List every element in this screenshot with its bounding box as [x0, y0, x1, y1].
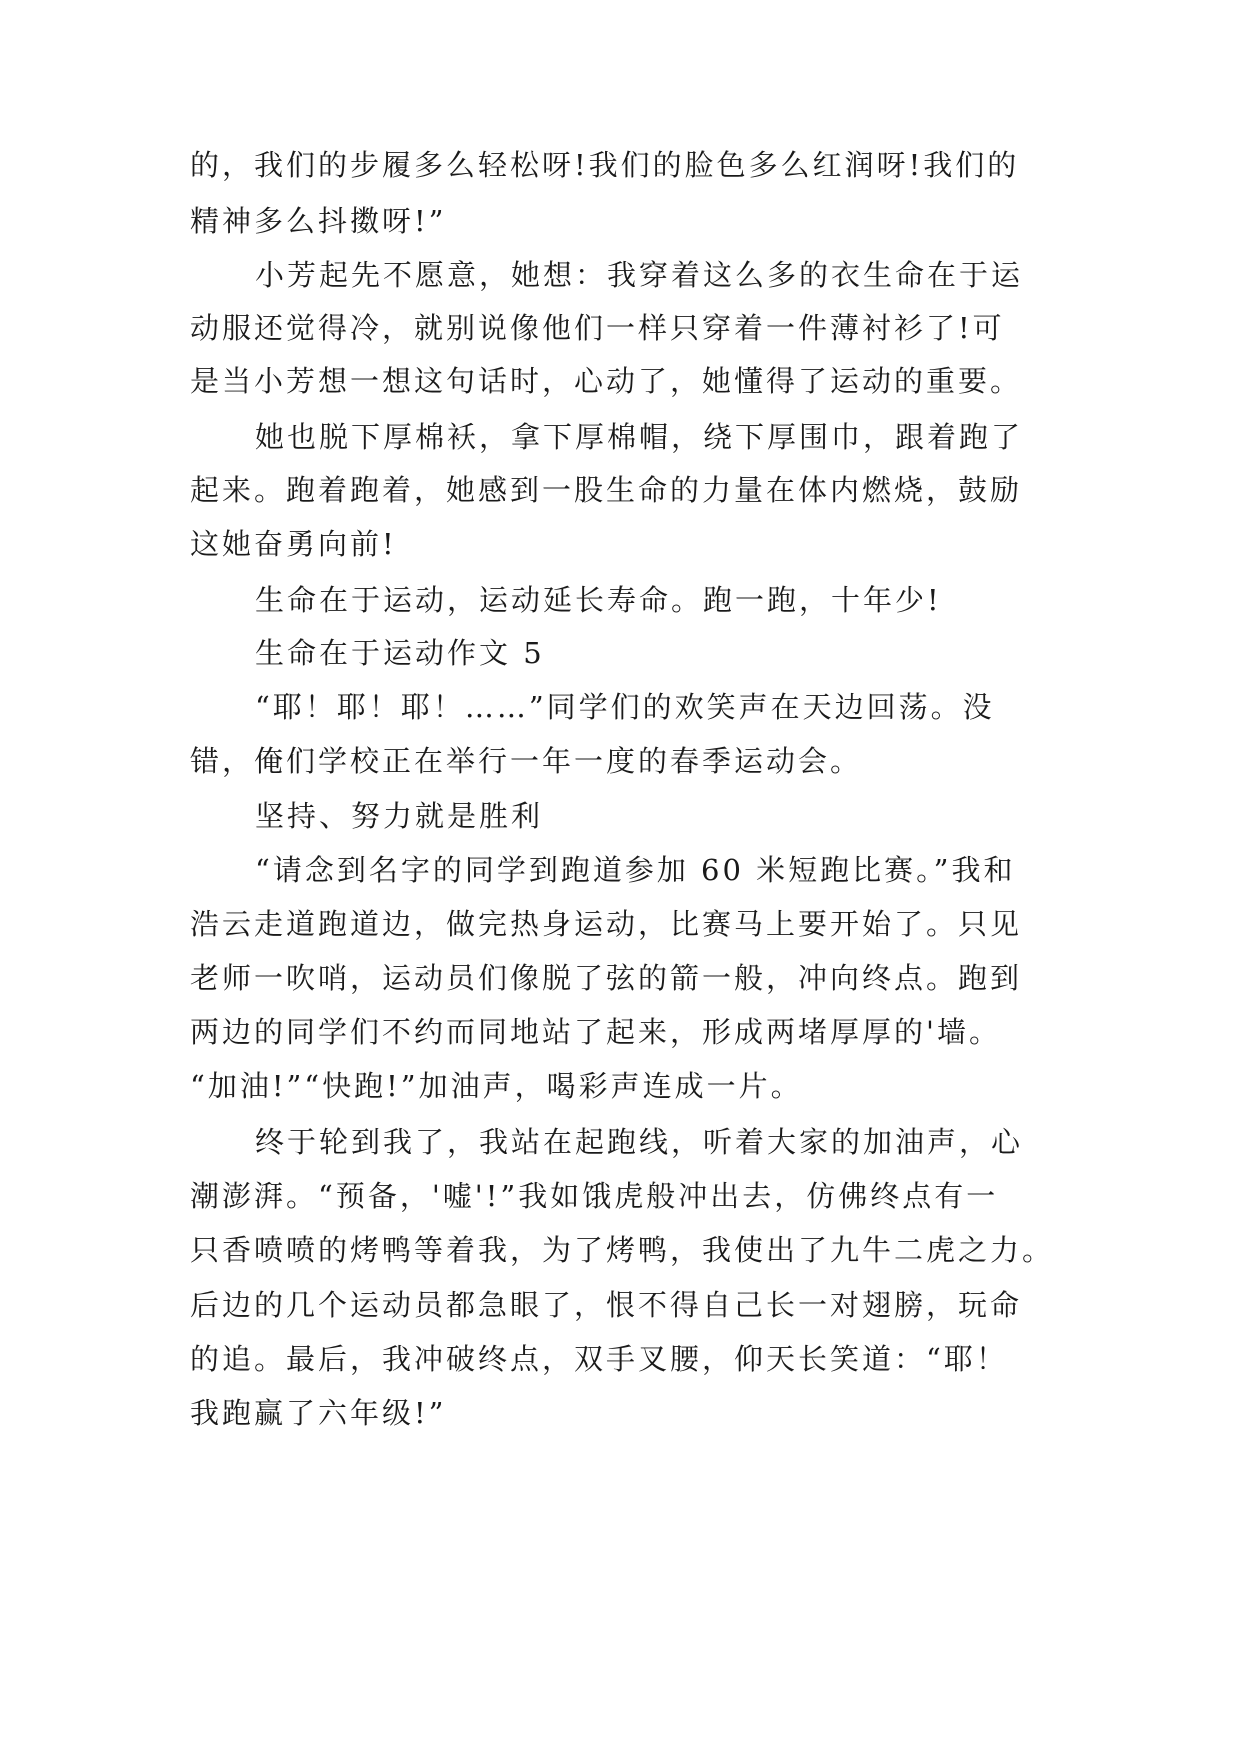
text-line: 潮澎湃。“预备，'嘘'!”我如饿虎般冲出去，仿佛终点有一	[190, 1179, 999, 1213]
paragraph-start-line: “请念到名字的同学到跑道参加 60 米短跑比赛。”我和	[255, 853, 1016, 887]
subheading-line: 坚持、努力就是胜利	[255, 799, 544, 833]
paragraph-start-line: 终于轮到我了，我站在起跑线，听着大家的加油声，心	[255, 1125, 1024, 1159]
text-line: 后边的几个运动员都急眼了，恨不得自己长一对翅膀，玩命	[190, 1288, 1023, 1322]
section-heading: 生命在于运动作文 5	[255, 636, 545, 670]
text-line: 精神多么抖擞呀!”	[190, 204, 447, 238]
text-line: 老师一吹哨，运动员们像脱了弦的箭一般，冲向终点。跑到	[190, 961, 1023, 995]
text-line: “加油!”“快跑!”加油声，喝彩声连成一片。	[190, 1069, 803, 1103]
paragraph-start-line: 她也脱下厚棉袄，拿下厚棉帽，绕下厚围巾，跟着跑了	[255, 420, 1024, 454]
text-line: 两边的同学们不约而同地站了起来，形成两堵厚厚的'墙。	[190, 1015, 1001, 1049]
paragraph-start-line: 生命在于运动，运动延长寿命。跑一跑，十年少!	[255, 583, 942, 617]
text-line: 浩云走道跑道边，做完热身运动，比赛马上要开始了。只见	[190, 907, 1023, 941]
text-line: 的追。最后，我冲破终点，双手叉腰，仰天长笑道：“耶！	[190, 1342, 1008, 1376]
text-line: 起来。跑着跑着，她感到一股生命的力量在体内燃烧，鼓励	[190, 473, 1023, 507]
text-line: 只香喷喷的烤鸭等着我，为了烤鸭，我使出了九牛二虎之力。	[190, 1233, 1055, 1267]
text-line: 动服还觉得冷，就别说像他们一样只穿着一件薄衬衫了!可	[190, 311, 1005, 345]
text-line: 我跑赢了六年级!”	[190, 1396, 447, 1430]
text-line: 是当小芳想一想这句话时，心动了，她懂得了运动的重要。	[190, 364, 1023, 398]
text-line: 的，我们的步履多么轻松呀!我们的脸色多么红润呀!我们的	[190, 148, 1020, 182]
paragraph-start-line: 小芳起先不愿意，她想：我穿着这么多的衣生命在于运	[255, 258, 1024, 292]
paragraph-start-line: “耶！耶！耶！……”同学们的欢笑声在天边回荡。没	[255, 690, 995, 724]
text-line: 错，俺们学校正在举行一年一度的春季运动会。	[190, 744, 863, 778]
text-line: 这她奋勇向前!	[190, 527, 397, 561]
